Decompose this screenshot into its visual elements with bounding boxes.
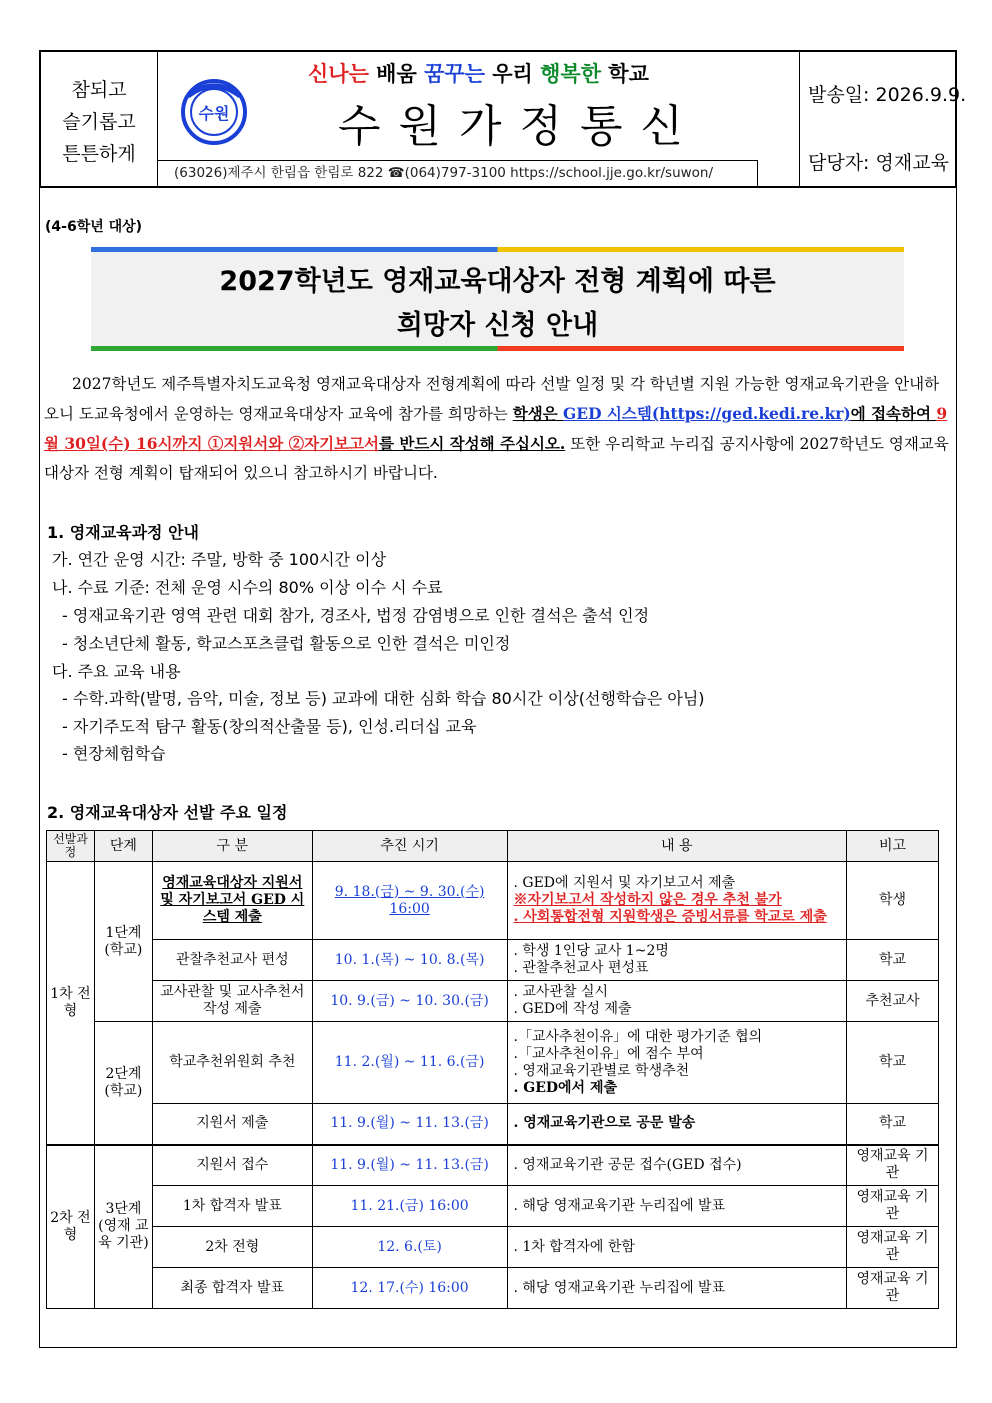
slogan-word: 배움	[368, 62, 425, 86]
item-cell: 지원서 제출	[152, 1104, 312, 1145]
section-1-line: 가. 연간 운영 시간: 주말, 방학 중 100시간 이상	[52, 550, 387, 569]
table-row	[47, 1268, 939, 1309]
owner: 담당자: 영재교육	[808, 152, 949, 174]
table-row	[47, 981, 939, 1022]
title-bottom-bar	[91, 346, 904, 351]
section-1-line: - 자기주도적 탐구 활동(창의적산출물 등), 인성.리더십 교육	[62, 717, 477, 736]
school-address: (63026)제주시 한림읍 한림로 822 ☎(064)797-3100 https://school.jje.go.kr/suwon/	[158, 160, 758, 186]
content-cell	[507, 862, 847, 940]
content-line: . GED에 작성 제출	[513, 1001, 632, 1017]
section-1-heading: 1. 영재교육과정 안내	[47, 523, 199, 542]
note-cell: 추천교사	[847, 981, 939, 1022]
intro-text: 또한 우리학교 누리집 공지사항에 2027학년도 영재교육대상자 전형 계획이 탑재되어 있으니 참고하시기 바랍니다.	[44, 435, 949, 482]
content-line: .「교사추천이유」에 점수 부여	[513, 1045, 704, 1062]
header-meta	[799, 52, 967, 186]
note-cell: 영재교육 기 관	[847, 1268, 939, 1309]
target-grades: (4-6학년 대상)	[45, 219, 143, 235]
note-cell: 영재교육 기 관	[847, 1227, 939, 1268]
content-line: ※자기보고서 작성하지 않은 경우 추천 불가	[513, 892, 782, 908]
table-row	[47, 1186, 939, 1227]
slogan-word: 신나는	[308, 62, 369, 86]
content-line: .「교사추천이유」에 대한 평가기준 협의	[513, 1028, 763, 1045]
table-row	[47, 1145, 939, 1186]
motto-line: 튼튼하게	[62, 143, 136, 165]
note-cell: 학생	[847, 862, 939, 940]
content-line: . GED에 지원서 및 자기보고서 제출	[513, 875, 736, 891]
period-cell: 11. 9.(월) ~ 11. 13.(금)	[312, 1145, 507, 1186]
item-cell: 1차 합격자 발표	[152, 1186, 312, 1227]
ged-link[interactable]: GED 시스템(https://ged.kedi.re.kr)	[563, 404, 851, 423]
period-cell: 11. 9.(월) ~ 11. 13.(금)	[312, 1104, 507, 1145]
note-cell: 영재교육 기 관	[847, 1145, 939, 1186]
stage-cell: 3단계 (영재 교육 기관)	[94, 1145, 152, 1309]
intro-emph: 를 반드시 작성해 주십시오.	[379, 434, 566, 453]
stage-cell: 1단계 (학교)	[94, 862, 152, 1022]
slogan-word: 행복한	[540, 62, 601, 86]
content-line: . 교사관찰 실시	[513, 984, 608, 1000]
column-header: 구 분	[152, 831, 312, 862]
school-slogan	[308, 58, 649, 88]
process-cell: 1차 전형	[47, 862, 95, 1145]
intro-paragraph	[44, 370, 954, 488]
content-cell: . 해당 영재교육기관 누리집에 발표	[507, 1268, 847, 1309]
section-1-line: 나. 수료 기준: 전체 운영 시수의 80% 이상 이수 시 수료	[52, 578, 443, 597]
intro-emph: 학생은	[512, 404, 564, 423]
logo-text: 수원	[198, 104, 230, 123]
content-line: . GED에서 제출	[513, 1079, 617, 1096]
period-cell: 12. 6.(토)	[312, 1227, 507, 1268]
schedule-table	[46, 830, 939, 1309]
title-box	[91, 247, 904, 351]
newsletter-header	[39, 50, 967, 188]
table-row	[47, 1022, 939, 1104]
note-cell: 학교	[847, 940, 939, 981]
item-cell: 지원서 접수	[152, 1145, 312, 1186]
school-logo-icon	[180, 78, 248, 146]
note-cell: 학교	[847, 1022, 939, 1104]
process-cell: 2차 전형	[47, 1145, 95, 1309]
content-cell	[507, 981, 847, 1022]
table-header-row	[47, 831, 939, 862]
item-cell	[152, 862, 312, 940]
item-cell: 관찰추천교사 편성	[152, 940, 312, 981]
content-cell: . 영재교육기관으로 공문 발송	[507, 1104, 847, 1145]
slogan-word: 우리	[484, 62, 541, 86]
slogan-word: 학교	[600, 62, 649, 86]
period-cell: 10. 1.(목) ~ 10. 8.(목)	[312, 940, 507, 981]
item-cell: 교사관찰 및 교사추천서 작성 제출	[152, 981, 312, 1022]
table-row	[47, 862, 939, 940]
content-line: . 관찰추천교사 편성표	[513, 960, 649, 976]
intro-text: 2027학년도 제주특별자치도교육청 영재교육대상자 전형계획에 따라 선발 일정 및 각 학년별 지원 가능한 영재교육기관을 안내하오니 도교육청에서 운영하는 영재교육대상자 교육에 참가를 희망하는	[44, 375, 940, 423]
column-header: 비고	[847, 831, 939, 862]
section-1-line: - 현장체험학습	[62, 744, 166, 763]
school-motto	[41, 52, 158, 186]
period-cell: 10. 9.(금) ~ 10. 30.(금)	[312, 981, 507, 1022]
table-row	[47, 1227, 939, 1268]
section-1-line: - 수학.과학(발명, 음악, 미술, 정보 등) 교과에 대한 심화 학습 80시간 이상(선행학습은 아님)	[62, 689, 705, 708]
section-1-line: - 영재교육기관 영역 관련 대회 참가, 경조사, 법정 감염병으로 인한 결석은 출석 인정	[62, 606, 650, 625]
period-cell: 11. 21.(금) 16:00	[312, 1186, 507, 1227]
title-top-bar	[91, 247, 904, 252]
content-line: . 영재교육기관별로 학생추천	[513, 1062, 690, 1079]
column-header: 내 용	[507, 831, 847, 862]
column-header: 선발과정	[47, 831, 95, 862]
table-row	[47, 1104, 939, 1145]
issue-date: 발송일: 2026.9.9.	[808, 84, 967, 106]
newsletter-title: 수원가정통신	[338, 101, 702, 152]
content-cell	[507, 940, 847, 981]
content-cell: . 해당 영재교육기관 누리집에 발표	[507, 1186, 847, 1227]
item-cell: 학교추천위원회 추천	[152, 1022, 312, 1104]
motto-line: 참되고	[71, 79, 127, 101]
section-1-line: - 청소년단체 활동, 학교스포츠클럽 활동으로 인한 결석은 미인정	[62, 634, 511, 653]
note-cell: 영재교육 기 관	[847, 1186, 939, 1227]
item-cell: 2차 전형	[152, 1227, 312, 1268]
content-cell: . 1차 합격자에 한함	[507, 1227, 847, 1268]
period-cell: 11. 2.(월) ~ 11. 6.(금)	[312, 1022, 507, 1104]
item-text: 영재교육대상자 지원서 및 자기보고서 GED 시스템 제출	[160, 875, 305, 925]
content-line: . 사회통합전형 지원학생은 증빙서류를 학교로 제출	[513, 909, 827, 925]
table-row	[47, 940, 939, 981]
intro-emph: 에 접속하여	[850, 404, 937, 423]
note-cell: 학교	[847, 1104, 939, 1145]
period-cell: 12. 17.(수) 16:00	[312, 1268, 507, 1309]
section-1-line: 다. 주요 교육 내용	[52, 662, 181, 681]
column-header: 단계	[94, 831, 152, 862]
title-line-2: 희망자 신청 안내	[396, 310, 599, 341]
slogan-word: 꿈꾸는	[424, 62, 485, 86]
content-cell	[507, 1022, 847, 1104]
stage-cell: 2단계 (학교)	[94, 1022, 152, 1145]
header-center	[158, 52, 799, 186]
deadline-text: 9월 30일(수) 16시까지 ①지원서와 ②자기보고서	[44, 404, 948, 453]
content-line: . 학생 1인당 교사 1~2명	[513, 943, 669, 959]
motto-line: 슬기롭고	[62, 111, 136, 133]
item-cell: 최종 합격자 발표	[152, 1268, 312, 1309]
period-cell: 9. 18.(금) ~ 9. 30.(수) 16:00	[312, 862, 507, 940]
content-cell: . 영재교육기관 공문 접수(GED 접수)	[507, 1145, 847, 1186]
title-line-1: 2027학년도 영재교육대상자 전형 계획에 따른	[219, 266, 776, 297]
column-header: 추진 시기	[312, 831, 507, 862]
section-2-heading: 2. 영재교육대상자 선발 주요 일정	[47, 803, 288, 822]
